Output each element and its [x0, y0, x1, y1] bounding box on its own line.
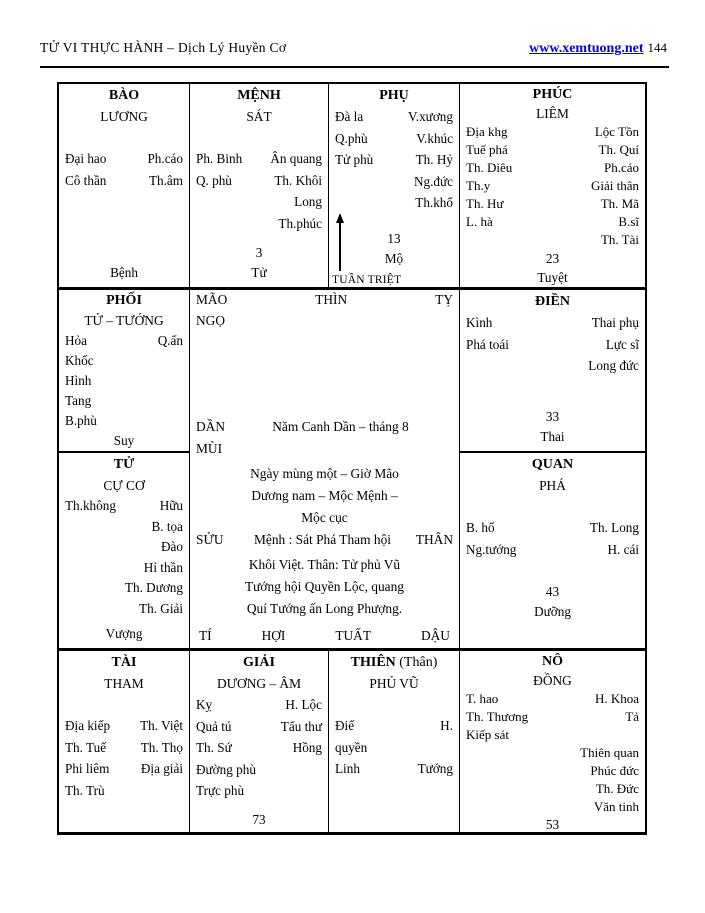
main-star: THAM: [104, 676, 144, 691]
menh-cuc-line: Dương nam – Mộc Mệnh –: [251, 488, 398, 503]
star-row: Linh Tướng: [335, 761, 453, 776]
life-stage: Bệnh: [110, 265, 138, 280]
star-list: [65, 496, 183, 619]
menh-summary-line: Mệnh : Sát Phá Tham hội: [254, 532, 391, 547]
branch-hoi: HỢI: [261, 628, 286, 643]
star-list: [466, 123, 639, 249]
decade-age: 3: [255, 245, 263, 260]
star-row: Q. phù Th. Khôi: [196, 172, 322, 188]
star-row: Th. Đức: [595, 781, 639, 796]
branch-ngo: NGỌ: [196, 313, 226, 328]
star-list: [65, 148, 183, 191]
branch-thin: THÌN: [315, 292, 348, 307]
star-row: Đại hao Ph.cáo: [65, 151, 183, 166]
palace-title: [335, 652, 453, 673]
palace-title: ĐIỀN: [534, 294, 570, 309]
star-row: Ng.đức: [413, 173, 453, 189]
decade-age: 73: [252, 812, 266, 827]
branch-ty: TỴ: [435, 292, 453, 307]
decade-age: 53: [545, 817, 560, 832]
cell-phu: [329, 84, 460, 290]
star-row: Th. Tuế Th. Thọ: [65, 739, 183, 755]
tuvi-chart: [57, 82, 647, 835]
life-stage: Tuyệt: [537, 270, 568, 285]
star-row: Đào: [161, 539, 183, 554]
palace-title: NÔ: [542, 654, 563, 669]
main-star: TỬ – TƯỚNG: [84, 313, 164, 328]
star-row: Th. Hư Th. Mã: [466, 196, 639, 211]
star-row: Phi liêm Địa giải: [65, 761, 183, 776]
branch-row-bottom: [190, 628, 459, 644]
cell-quan: [460, 453, 645, 651]
star-row: Th. Diêu Ph.cáo: [466, 160, 639, 175]
palace-title: PHÚC: [532, 87, 573, 102]
star-row: T. hao H. Khoa: [466, 691, 639, 706]
star-row: B.phù: [65, 413, 97, 428]
birth-year-line: Năm Canh Dần – tháng 8: [272, 419, 409, 434]
star-list: [466, 517, 639, 560]
life-stage: Mộ: [384, 251, 404, 266]
star-row: Đường phù: [196, 761, 256, 777]
star-row: Th.khố: [415, 195, 453, 210]
palace-title: PHỐI: [106, 293, 142, 308]
star-row: Hình: [65, 373, 92, 388]
main-star: ĐỒNG: [533, 673, 572, 688]
summary-block: [190, 554, 459, 620]
tuan-triet-note: TUẦN TRIỆT: [332, 274, 402, 286]
main-star: PHÁ: [539, 478, 566, 493]
star-list: [335, 106, 453, 214]
star-row: Th. Giải: [139, 600, 183, 616]
cuc-line: Mộc cục: [301, 510, 348, 525]
cell-dien: [460, 290, 645, 453]
cell-bottom: [65, 431, 183, 451]
branch-dau: DẬU: [420, 628, 450, 643]
cell-no: [460, 651, 645, 832]
summary-line: Tướng hội Quyền Lộc, quang: [244, 579, 404, 594]
cell-bottom: [196, 243, 322, 283]
star-row: Phúc đức: [590, 763, 639, 778]
cell-bottom: [466, 582, 639, 622]
cell-thien: [329, 651, 460, 832]
star-row: Tuế phá Th. Quí: [466, 142, 639, 157]
header-right: [529, 40, 667, 57]
star-row: Long đức: [588, 358, 639, 373]
star-list: [335, 715, 453, 780]
birth-day-line: Ngày mùng một – Giờ Mão: [250, 466, 399, 481]
star-row: Th. Sứ Hồng: [196, 740, 322, 755]
star-row: Khốc: [65, 353, 94, 368]
cell-bottom: [466, 407, 639, 447]
decade-age: 43: [545, 584, 560, 599]
star-row: Điế H.: [335, 718, 453, 733]
star-row: Th.phúc: [278, 215, 322, 231]
page-number: 144: [647, 40, 667, 55]
summary-line: Quí Tướng ấn Long Phượng.: [246, 601, 403, 616]
main-star: DƯƠNG – ÂM: [216, 676, 302, 691]
life-stage: Suy: [113, 433, 135, 448]
cell-bottom: [65, 263, 183, 283]
birth-info-block: [190, 463, 459, 529]
star-row: quyền: [335, 739, 368, 755]
cell-giai: [190, 651, 329, 832]
decade-age: 13: [387, 231, 401, 246]
cell-bottom: [335, 229, 453, 269]
center-panel: [190, 290, 460, 651]
life-stage: Tử: [251, 265, 267, 280]
site-link[interactable]: www.xemtuong.net: [529, 41, 644, 56]
life-stage: Vượng: [105, 626, 143, 641]
branch-than: THÂN: [415, 532, 453, 547]
star-row: Th. Dương: [124, 580, 183, 595]
palace-title-suffix: (Thân): [399, 655, 438, 670]
star-row: Th.không Hữu: [65, 498, 183, 513]
star-row: Hỏa Q.ấn: [65, 333, 183, 348]
palace-title: QUAN: [531, 457, 574, 472]
page-header: [40, 40, 667, 57]
branch-tuat: TUẤT: [335, 628, 372, 643]
star-row: B. hổ Th. Long: [466, 520, 639, 535]
star-list: [65, 715, 183, 801]
palace-title: GIẢI: [243, 655, 275, 670]
star-row: Th.y Giải thân: [466, 178, 639, 193]
star-row: Hỉ thần: [143, 559, 183, 575]
palace-title: TỬ: [113, 457, 135, 472]
arrow-up-icon: [339, 215, 341, 271]
star-list: [466, 312, 639, 377]
star-list: [196, 694, 322, 802]
star-row: Cô thần Th.âm: [65, 172, 183, 188]
branch-mui: MÙI: [196, 441, 223, 456]
decade-age: 33: [545, 409, 560, 424]
star-row: Văn tinh: [593, 799, 639, 814]
star-row: Kiếp sát: [466, 727, 509, 742]
palace-title: MỆNH: [237, 88, 281, 103]
cell-bottom: [466, 249, 639, 287]
cell-menh: [190, 84, 329, 290]
branch-suu: SỬU: [196, 532, 224, 547]
star-row: Long: [294, 194, 322, 209]
cell-phuc: [460, 84, 645, 290]
book-title: TỬ VI THỰC HÀNH – Dịch Lý Huyền Cơ: [40, 40, 287, 55]
palace-title: BÀO: [108, 88, 140, 103]
header-rule: [40, 66, 669, 68]
summary-line: Khôi Việt. Thân: Tử phủ Vũ: [248, 557, 401, 572]
palace-title: PHỤ: [379, 88, 409, 103]
cell-bao: [59, 84, 190, 290]
star-row: Kỵ H. Lộc: [196, 697, 322, 712]
star-row: Ph. Binh Ân quang: [196, 151, 322, 166]
star-row: Th. Trù: [65, 782, 105, 798]
main-star: LƯƠNG: [100, 109, 148, 124]
star-row: Tang: [65, 393, 92, 408]
star-row: B. tọa: [151, 518, 183, 534]
decade-age: 23: [545, 251, 560, 266]
star-row: Kình Thai phụ: [466, 315, 639, 330]
branch-mao: MÃO: [196, 292, 228, 307]
palace-title-text: THIÊN: [350, 655, 396, 670]
star-row: Thiên quan: [580, 745, 639, 760]
cell-tai: [59, 651, 190, 832]
star-row: Đà la V.xương: [335, 109, 453, 124]
star-row: Tử phù Th. Hỷ: [335, 152, 453, 167]
life-stage: Dưỡng: [534, 604, 571, 619]
palace-title: TÀI: [111, 655, 137, 670]
cell-bottom: [65, 624, 183, 644]
main-star: PHỦ VŨ: [369, 676, 419, 691]
star-row: Ng.tướng H. cái: [466, 541, 639, 557]
star-list: [466, 690, 639, 816]
main-star: CỰ CƠ: [103, 478, 145, 493]
branch-row-top: [190, 292, 459, 308]
star-row: Trực phù: [196, 783, 245, 798]
main-star: SÁT: [246, 109, 272, 124]
star-row: Th. Thương Tả: [466, 709, 639, 724]
star-list: [65, 331, 183, 431]
star-row: Địa kiếp Th. Việt: [65, 718, 183, 733]
star-row: Phá toái Lực sĩ: [466, 336, 639, 352]
star-row: Quả tú Tấu thư: [196, 718, 322, 734]
branch-dan: DẦN: [196, 419, 226, 434]
life-stage: Thai: [540, 429, 565, 444]
branch-ti: TÍ: [199, 628, 212, 643]
cell-bottom: [196, 810, 322, 830]
main-star: LIÊM: [536, 106, 569, 121]
star-list: [196, 148, 322, 234]
star-row: Th. Tài: [600, 232, 639, 247]
star-row: L. hà B.sĩ: [466, 214, 639, 229]
star-row: Q.phù V.khúc: [335, 130, 453, 146]
cell-phoi: [59, 290, 190, 453]
cell-tu: [59, 453, 190, 651]
star-row: Địa khg Lộc Tồn: [466, 124, 639, 139]
cell-bottom: [466, 816, 639, 833]
